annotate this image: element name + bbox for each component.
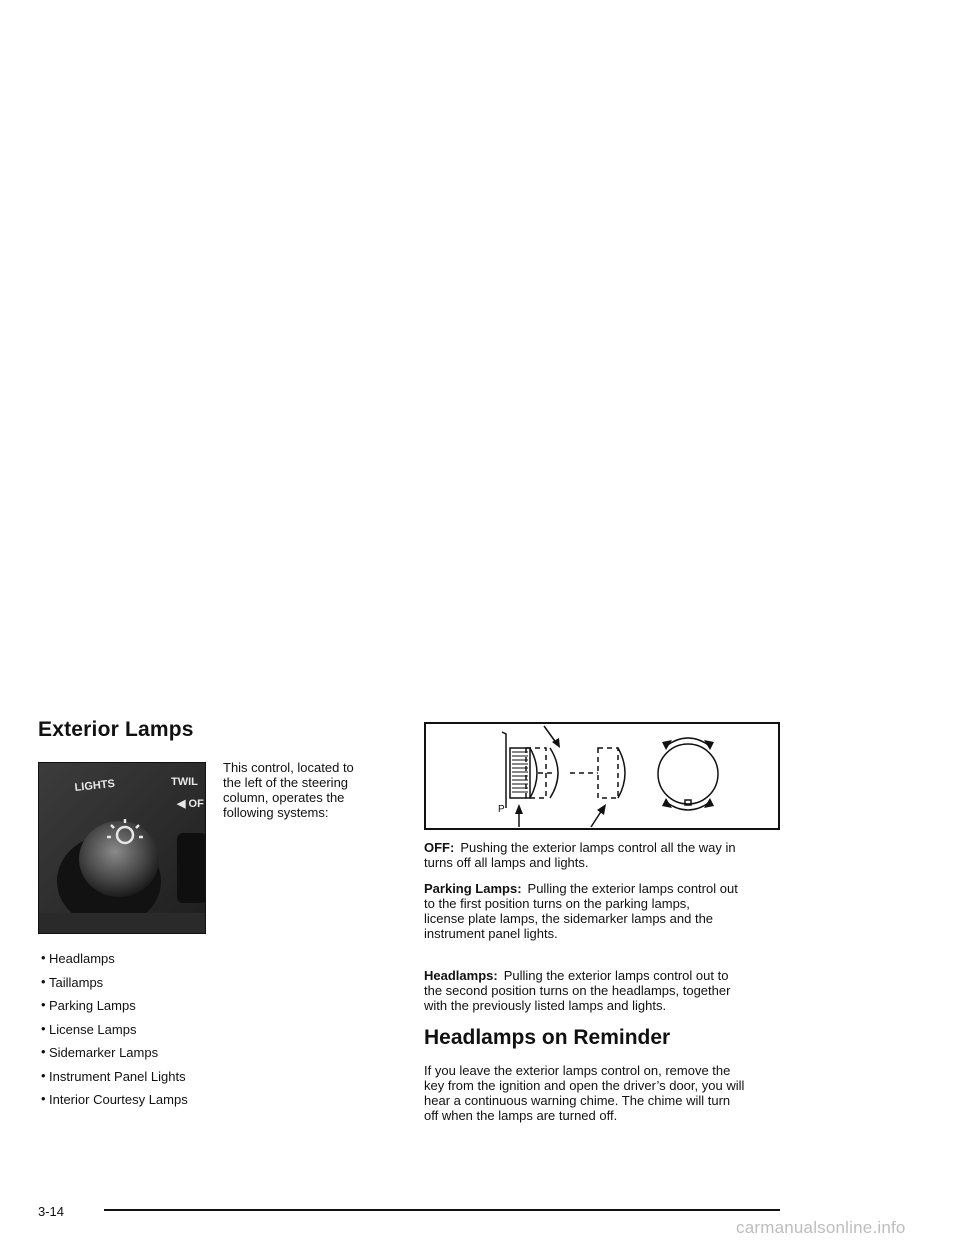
lights-switch-image (39, 763, 205, 933)
photo-label-twil: TWIL (171, 776, 198, 788)
intro-paragraph (223, 760, 393, 820)
paragraph-line: Pulling the exterior lamps control out to (503, 968, 729, 983)
bullet-icon: • (41, 950, 46, 965)
list-item (41, 951, 371, 975)
bullet-icon: • (41, 1044, 46, 1059)
reminder-title: Headlamps on Reminder (424, 1026, 671, 1049)
intro-line: following systems: (223, 805, 329, 820)
bullet-icon: • (41, 1091, 46, 1106)
paragraph-line: If you leave the exterior lamps control on, remove the (424, 1063, 731, 1078)
page-number: 3-14 (38, 1204, 65, 1219)
watermark: carmanualsonline.info (736, 1218, 906, 1237)
paragraph-line: instrument panel lights. (424, 926, 558, 941)
position-headlamps-paragraph (424, 968, 794, 1013)
list-item (41, 998, 371, 1022)
position-label-parking: Parking Lamps: (424, 881, 522, 896)
diagram-label-p: P (498, 804, 505, 815)
bullet-icon: • (41, 973, 46, 989)
knob-position-diagram (424, 722, 780, 830)
list-item-label: Taillamps (49, 974, 104, 990)
list-item (41, 1045, 371, 1069)
footer-rule (104, 1209, 780, 1211)
reminder-paragraph (424, 1063, 794, 1123)
bullet-icon: • (41, 997, 46, 1012)
paragraph-line: turns off all lamps and lights. (424, 855, 589, 870)
paragraph-line: key from the ignition and open the driver’s door, you will (424, 1078, 745, 1093)
intro-line: This control, located to (223, 760, 354, 775)
intro-line: column, operates the (223, 790, 345, 805)
paragraph-line: with the previously listed lamps and lights. (424, 998, 667, 1013)
paragraph-line: Pushing the exterior lamps control all the way in (460, 840, 736, 855)
list-item-label: Sidemarker Lamps (49, 1045, 159, 1060)
bullet-icon: • (41, 1020, 46, 1036)
paragraph-line: Pulling the exterior lamps control out (527, 881, 738, 896)
section-title: Exterior Lamps (38, 718, 194, 741)
list-item (41, 1069, 371, 1093)
photo-label-off: ◀ OF (177, 798, 204, 810)
list-item (41, 1092, 371, 1116)
position-parking-paragraph (424, 881, 794, 941)
paragraph-line: off when the lamps are turned off. (424, 1108, 618, 1123)
list-item-label: Instrument Panel Lights (49, 1068, 186, 1084)
list-item (41, 1022, 371, 1046)
paragraph-line: license plate lamps, the sidemarker lamps and the (424, 911, 714, 926)
list-item-label: Interior Courtesy Lamps (49, 1092, 188, 1107)
systems-list (41, 951, 371, 1116)
lights-control-photo (38, 762, 206, 934)
position-label-off: OFF: (424, 840, 455, 855)
paragraph-line: the second position turns on the headlamps, together (424, 983, 731, 998)
list-item (41, 975, 371, 999)
intro-line: the left of the steering (223, 775, 349, 790)
list-item-label: License Lamps (49, 1021, 137, 1037)
position-off-paragraph (424, 840, 794, 870)
photo-label-lights: LIGHTS (74, 777, 116, 794)
position-label-headlamps: Headlamps: (424, 968, 498, 983)
paragraph-line: hear a continuous warning chime. The chime will turn (424, 1093, 731, 1108)
bullet-icon: • (41, 1067, 46, 1083)
knob-diagram-illustration (426, 724, 778, 828)
paragraph-line: to the first position turns on the parking lamps, (424, 896, 690, 911)
list-item-label: Parking Lamps (49, 998, 136, 1013)
list-item-label: Headlamps (49, 951, 115, 966)
